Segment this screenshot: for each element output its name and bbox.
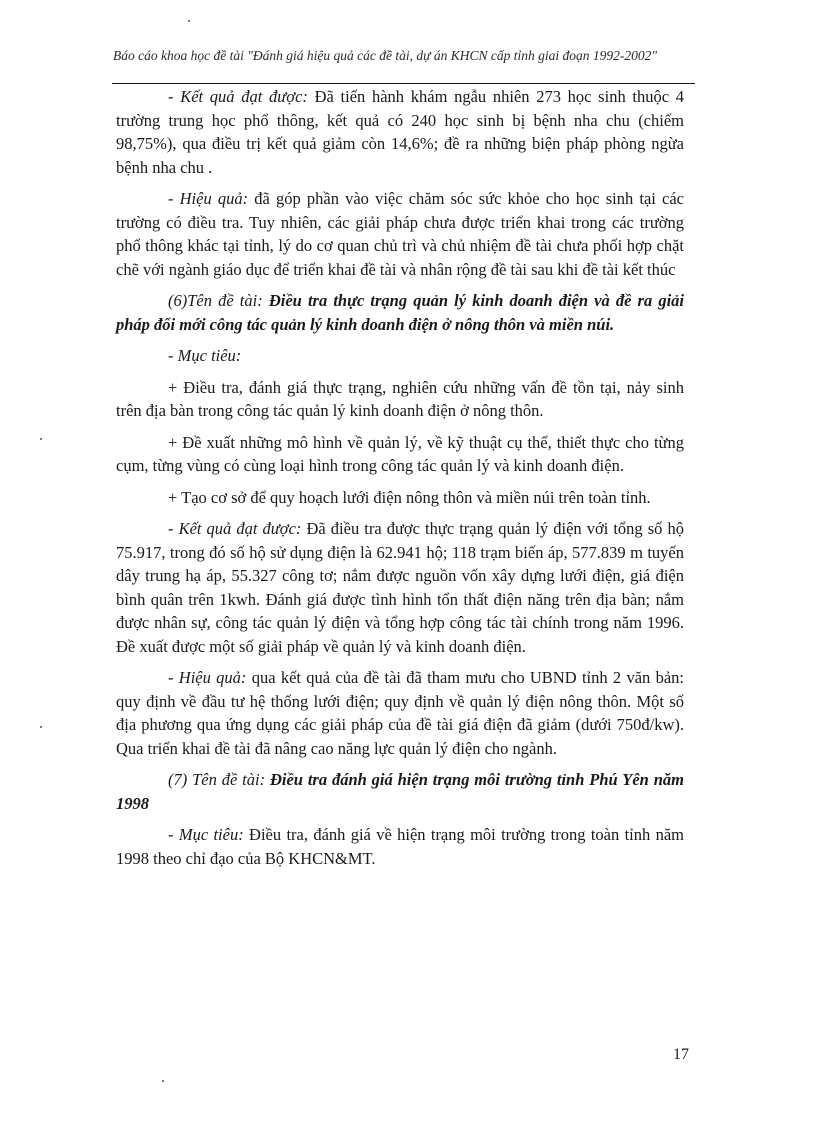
paragraph-effect-2 [116,666,684,760]
paragraph-text: qua kết quả của đề tài đã tham mưu cho UBND tỉnh 2 văn bản: quy định về đầu tư hệ thống lưới điện; quy định về quản lý điện nông thôn. Một số địa phương qua ứng dụng các giải pháp của đề tài giá điện đã giảm (dưới 750đ/kw). Qua triển khai đề tài đã nâng cao năng lực quản lý điện cho ngành. [116,668,684,758]
objective-item-2: + Đề xuất những mô hình về quản lý, về kỹ thuật cụ thể, thiết thực cho từng cụm, từng vùng có cùng loại hình trong công tác quản lý và kinh doanh điện. [116,432,684,475]
page-body [116,85,684,878]
paragraph-text: Điều tra, đánh giá về hiện trạng môi trường trong toàn tỉnh năm 1998 theo chỉ đạo của Bộ KHCN&MT. [116,825,684,868]
effect-label: - Hiệu quả: [168,668,247,687]
scan-speck [40,438,42,440]
topic-6-title [116,289,684,336]
objective-label: - Mục tiêu: [168,346,242,365]
paragraph-effect-1 [116,187,684,281]
scan-speck [188,20,190,22]
running-header: Báo cáo khoa học đề tài "Đánh giá hiệu quả các đề tài, dự án KHCN cấp tỉnh giai đoạn 1992-2002" [113,48,658,63]
paragraph-text: đã góp phần vào việc chăm sóc sức khỏe cho học sinh tại các trường có điều tra. Tuy nhiên, các giải pháp chưa được triển khai trong các trường phổ thông khác tại tỉnh, lý do cơ quan chủ trì và chủ nhiệm đề tài chưa phối hợp chặt chẽ với ngành giáo dục để triển khai đề tài và nhân rộng đề tài sau khi đề tài kết thúc [116,189,684,279]
paragraph-results-1 [116,85,684,179]
results-label: - Kết quả đạt được: [168,87,308,106]
paragraph-results-2 [116,517,684,658]
paragraph-text: Đã tiến hành khám ngẫu nhiên 273 học sinh thuộc 4 trường trung học phổ thông, kết quả có 240 học sinh bị bệnh nha chu (chiếm 98,75%), qua điều trị kết quả giảm còn 14,6%; đề ra những biện pháp phòng ngừa bệnh nha chu . [116,87,684,177]
paragraph-text: Đã điều tra được thực trạng quản lý điện với tổng số hộ 75.917, trong đó số hộ sử dụng điện là 62.941 hộ; 118 trạm biến áp, 577.839 m tuyến dây trung hạ áp, 55.327 công tơ; nắm được nguồn vốn xây dựng lưới điện, giá điện bình quân trên 1kwh. Đánh giá được tình hình tổn thất điện năng trên địa bàn; nắm được nhân sự, công tác quản lý điện và tổng hợp công tác tài chính trong năm 1996. Đề xuất được một số giải pháp về quản lý và kinh doanh điện. [116,519,684,656]
objective-paragraph [116,823,684,870]
topic-label: (6)Tên đề tài: [168,291,263,310]
results-label: - Kết quả đạt được: [168,519,302,538]
objective-label: - Mục tiêu: [168,825,244,844]
topic-label: (7) Tên đề tài: [168,770,266,789]
topic-7-title [116,768,684,815]
objective-item-3: + Tạo cơ sở để quy hoạch lưới điện nông thôn và miền núi trên toàn tỉnh. [168,487,651,507]
scan-speck [162,1080,164,1082]
objective-heading [116,344,684,368]
objective-item-1: + Điều tra, đánh giá thực trạng, nghiên cứu những vấn đề tồn tại, nảy sinh trên địa bàn trong công tác quản lý kinh doanh điện ở nông thôn. [116,377,684,420]
page-number: 17 [673,1046,689,1063]
effect-label: - Hiệu quả: [168,189,249,208]
topic-title: Điều tra thực trạng quản lý kinh doanh điện và đề ra giải pháp đổi mới công tác quản lý kinh doanh điện ở nông thôn và miền núi. [116,291,685,334]
scan-speck [40,726,42,728]
header-rule [112,83,695,84]
topic-title: Điều tra đánh giá hiện trạng môi trường tỉnh Phú Yên năm 1998 [116,770,684,813]
